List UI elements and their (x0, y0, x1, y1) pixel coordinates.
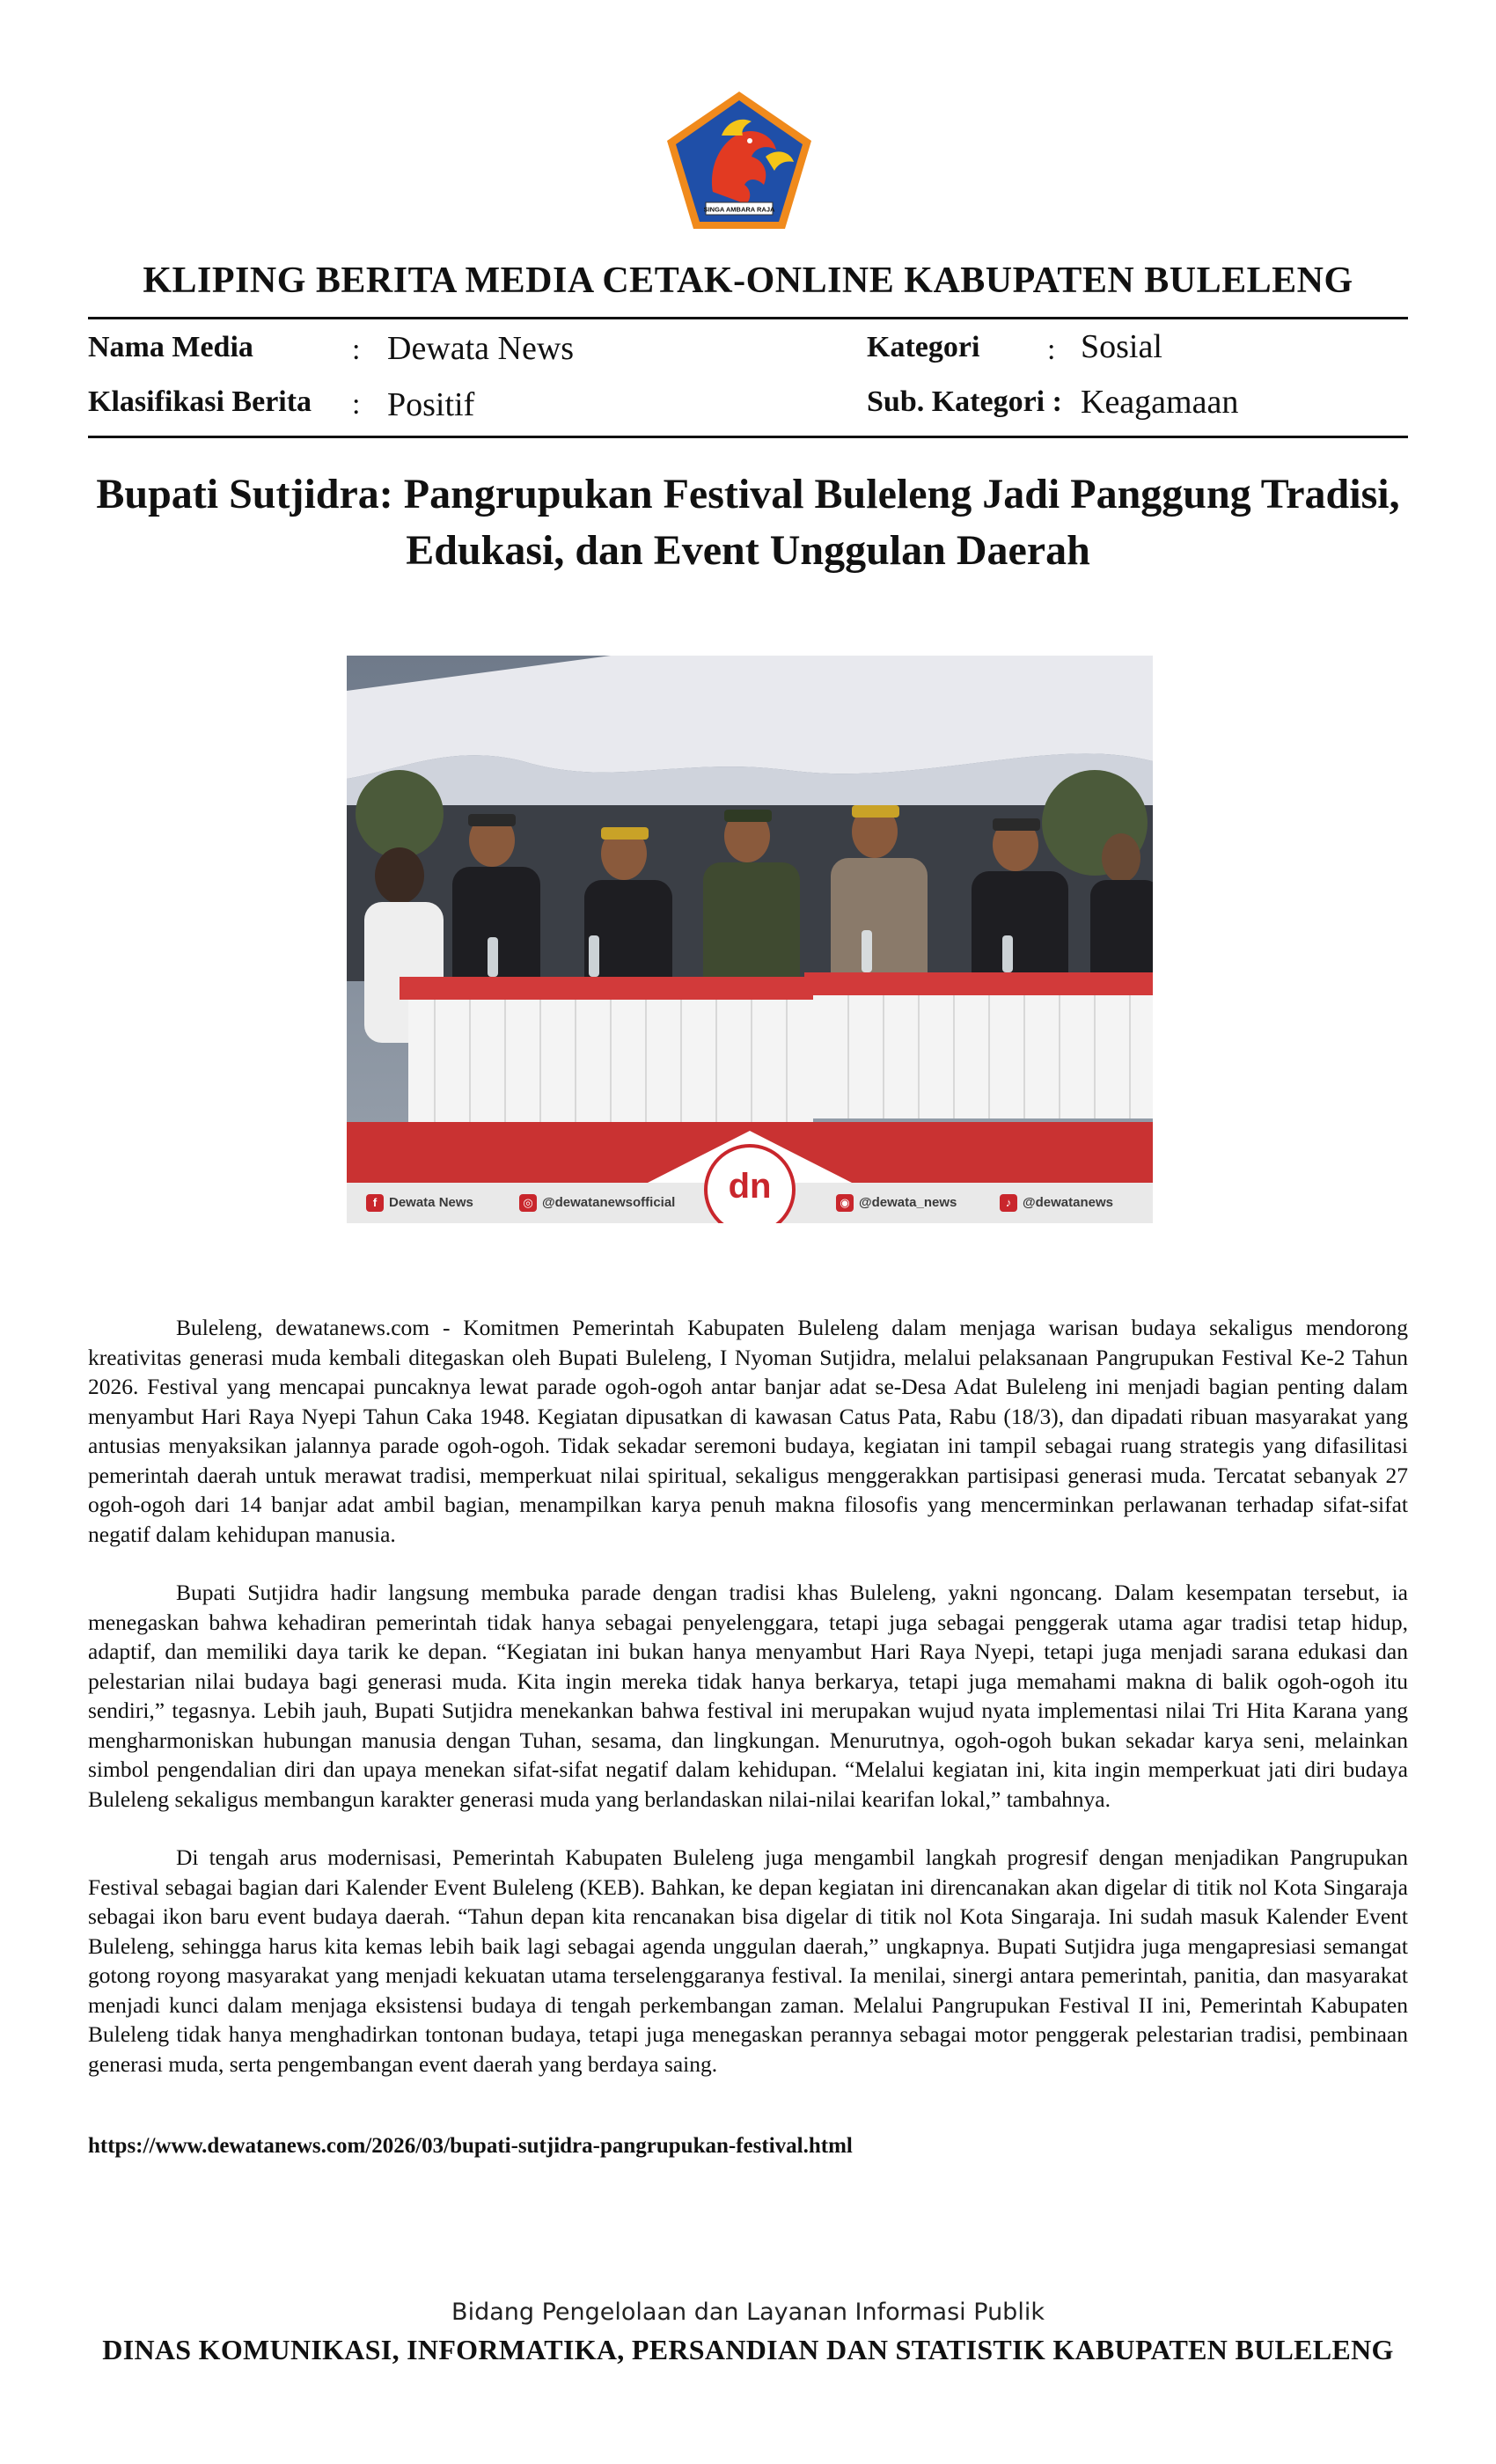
klasifikasi-label: Klasifikasi Berita (88, 385, 312, 418)
facebook-icon: f (366, 1194, 384, 1212)
article-paragraph-1: Buleleng, dewatanews.com - Komitmen Pemerintah Kabupaten Buleleng dalam menjaga warisan budaya sekaligus mendorong kreativitas generasi muda kembali ditegaskan oleh Bupati Buleleng, I Nyoman Sutjidra, melalui pelaksanaan Pangrupukan Festival Ke-2 Tahun 2026. Festival yang mencapai puncaknya lewat parade ogoh-ogoh antar banjar adat se-Desa Adat Buleleng ini menjadi bagian penting dalam menyambut Hari Raya Nyepi Tahun Caka 1948. Kegiatan dipusatkan di kawasan Catus Pata, Rabu (18/3), dan dipadati ribuan masyarakat yang antusias menyaksikan jalannya parade ogoh-ogoh. Tidak sekadar seremoni budaya, kegiatan ini tampil sebagai ruang strategis yang difasilitasi pemerintah daerah untuk merawat tradisi, memperkuat nilai spiritual, sekaligus menggerakkan partisipasi generasi muda. Tercatat sebanyak 27 ogoh-ogoh dari 14 banjar adat ambil bagian, menampilkan karya penuh makna filosofis yang mencerminkan perlawanan terhadap sifat-sifat negatif dalam kehidupan manusia. (88, 1315, 1408, 1547)
article-title (70, 466, 1426, 579)
buleleng-regency-logo (660, 86, 818, 236)
kategori-label: Kategori (867, 331, 980, 363)
nama-media-label: Nama Media (88, 331, 253, 363)
tiktok-icon: ♪ (1000, 1194, 1017, 1212)
logo-motto: SINGA AMBARA RAJA (703, 205, 775, 214)
dewata-news-badge: dn (704, 1144, 796, 1223)
klasifikasi-colon: : (352, 388, 361, 421)
header-divider-top (88, 317, 1408, 319)
footer-department: Bidang Pengelolaan dan Layanan Informasi Publik (451, 2299, 1045, 2326)
social-instagram-label: @dewatanewsofficial (542, 1194, 676, 1210)
article-paragraph-2: Bupati Sutjidra hadir langsung membuka parade dengan tradisi khas Buleleng, yakni ngoncang. Dalam kesempatan tersebut, ia menegaskan bahwa kehadiran pemerintah tidak hanya sebagai penyelenggara, tetapi juga sebagai penggerak utama agar tradisi tetap hidup, adaptif, dan memiliki daya tarik ke depan. “Kegiatan ini bukan hanya menyambut Hari Raya Nyepi, tetapi juga menjadi sarana edukasi dan pelestarian nilai budaya bagi generasi muda. Kita ingin mereka tidak hanya berkarya, tetapi juga memahami makna di balik ogoh-ogoh itu sendiri,” tegasnya. Lebih jauh, Bupati Sutjidra menekankan bahwa festival ini merupakan wujud nyata implementasi nilai Tri Hita Karana yang mengharmoniskan hubungan manusia dengan Tuhan, sesama, dan lingkungan. Menurutnya, ogoh-ogoh bukan sekadar karya seni, melainkan simbol pengendalian diri dan upaya menekan sifat-sifat negatif dalam kehidupan. “Melalui kegiatan ini, kita ingin memperkuat jati diri budaya Buleleng sekaligus membangun karakter generasi muda yang berlandaskan nilai-nilai kearifan lokal,” tambahnya. (88, 1580, 1408, 1812)
nama-media-colon: : (352, 334, 361, 366)
social-tiktok-label: @dewatanews (1023, 1194, 1113, 1210)
social-facebook (366, 1194, 473, 1212)
photo-social-bar (347, 1167, 1153, 1223)
twitter-icon: ◉ (836, 1194, 854, 1212)
instagram-icon: ◎ (519, 1194, 537, 1212)
kategori-colon: : (1047, 334, 1056, 366)
article-paragraph-3: Di tengah arus modernisasi, Pemerintah Kabupaten Buleleng juga mengambil langkah progresif dengan menjadikan Pangrupukan Festival sebagai bagian dari Kalender Event Buleleng (KEB). Bahkan, ke depan kegiatan ini direncanakan akan digelar di titik nol Kota Singaraja sebagai ikon baru event budaya daerah. “Tahun depan kita rencanakan bisa digelar di titik nol Kota Singaraja. Ini sudah masuk Kalender Event Buleleng, sehingga harus kita kemas lebih baik lagi sebagai agenda unggulan daerah,” ungkapnya. Bupati Sutjidra juga mengapresiasi semangat gotong royong masyarakat yang menjadi kekuatan utama terselenggaranya festival. Ia menilai, sinergi antara pemerintah, panitia, dan masyarakat menjadi kunci dalam menjaga eksistensi budaya di tengah perkembangan zaman. Melalui Pangrupukan Festival II ini, Pemerintah Kabupaten Buleleng tidak hanya menghadirkan tontonan budaya, tetapi juga menegaskan perannya sebagai motor penggerak pelestarian tradisi, pembinaan generasi muda, serta pengembangan event daerah yang berdaya saing. (88, 1844, 1408, 2077)
article-title-line-2: Edukasi, dan Event Unggulan Daerah (406, 527, 1090, 574)
klasifikasi-value: Positif (387, 386, 475, 423)
article-photo (347, 656, 1153, 1223)
sub-kategori-label: Sub. Kategori : (867, 385, 1062, 418)
footer-agency: DINAS KOMUNIKASI, INFORMATIKA, PERSANDIAN DAN STATISTIK KABUPATEN BULELENG (102, 2334, 1394, 2365)
article-title-line-1: Bupati Sutjidra: Pangrupukan Festival Buleleng Jadi Panggung Tradisi, (96, 471, 1400, 517)
article-source-url[interactable]: https://www.dewatanews.com/2026/03/bupati-sutjidra-pangrupukan-festival.html (88, 2134, 853, 2158)
social-instagram (519, 1194, 675, 1212)
social-twitter-label: @dewata_news (859, 1194, 957, 1210)
kategori-value: Sosial (1081, 328, 1162, 365)
social-facebook-label: Dewata News (389, 1194, 473, 1210)
nama-media-value: Dewata News (387, 330, 575, 367)
page-header-title: KLIPING BERITA MEDIA CETAK-ONLINE KABUPATEN BULELENG (143, 260, 1353, 301)
sub-kategori-value: Keagamaan (1081, 384, 1239, 421)
social-tiktok (1000, 1194, 1113, 1212)
article-body (88, 1313, 1408, 2108)
header-divider-bottom (88, 436, 1408, 438)
social-twitter (836, 1194, 957, 1212)
